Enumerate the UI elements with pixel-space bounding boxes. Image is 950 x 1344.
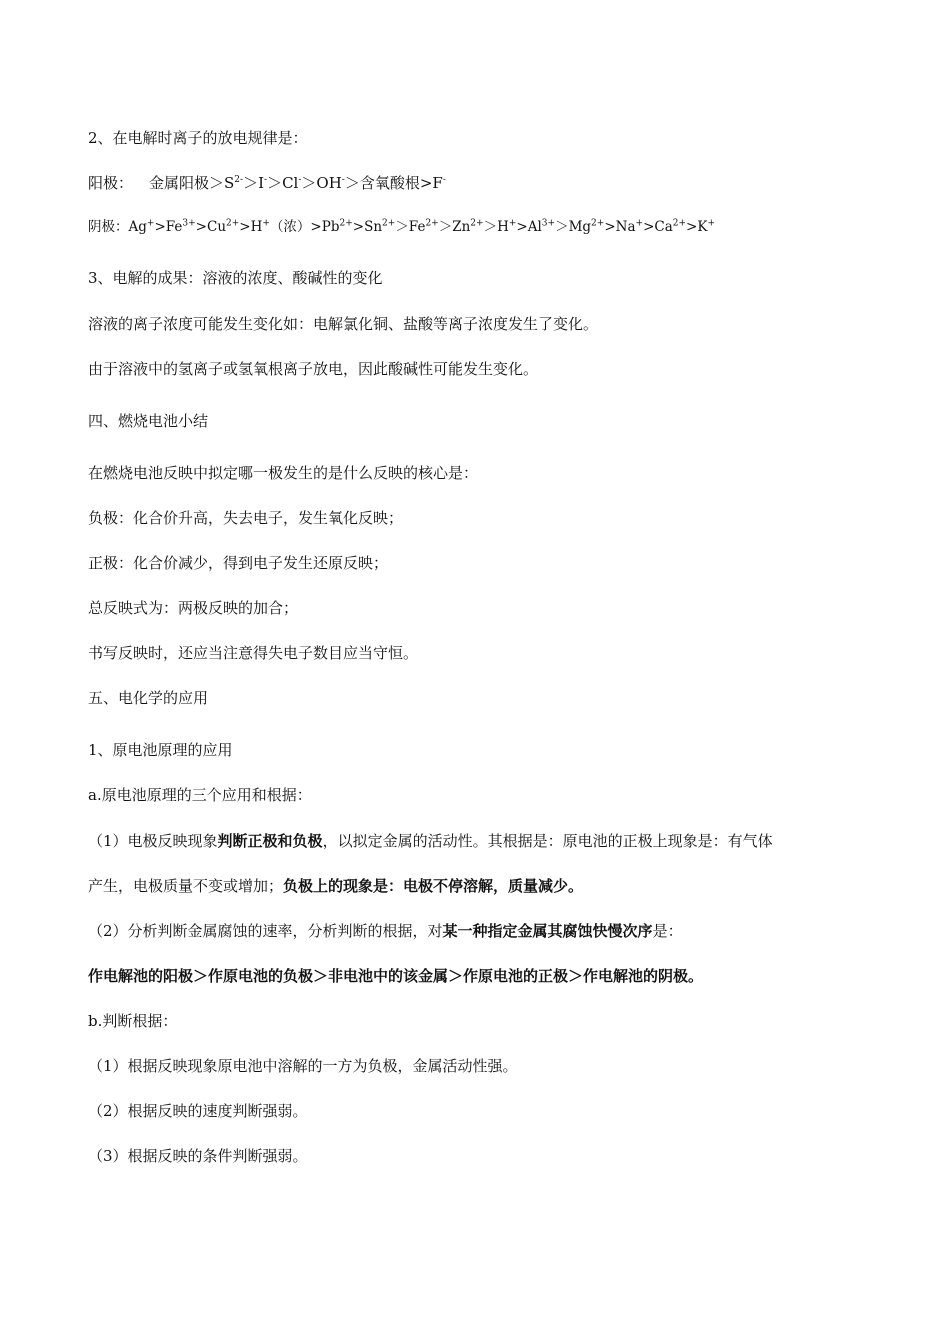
paragraph — [88, 875, 583, 897]
discharge-rule-heading: 2、在电解时离子的放电规律是： — [88, 129, 308, 147]
paragraph: （3）根据反映的条件判断强弱。 — [88, 1147, 308, 1165]
anode-text: 金属阳极＞S — [149, 174, 235, 192]
cathode-text: ＞Zn — [438, 219, 471, 235]
section-heading-applications: 五、电化学的应用 — [88, 689, 209, 707]
superscript: + — [707, 218, 715, 229]
text: 是： — [652, 922, 683, 940]
cathode-text: >Sn — [352, 219, 383, 235]
cathode-text: （浓）>Pb — [269, 219, 340, 235]
cathode-text: >Cu — [195, 219, 227, 235]
anode-text: ＞含氧酸根>F — [344, 174, 443, 192]
cathode-text: ＞Fe — [395, 219, 426, 235]
superscript: 2+ — [339, 218, 353, 229]
paragraph: 由于溶液中的氢离子或氢氧根离子放电，因此酸碱性可能发生变化。 — [88, 360, 539, 378]
superscript: + — [508, 218, 517, 229]
cathode-text: 阴极：Ag — [88, 219, 147, 235]
section-heading-fuel-cell: 四、燃烧电池小结 — [88, 412, 209, 430]
superscript: + — [146, 218, 155, 229]
paragraph — [88, 920, 683, 942]
superscript: 2+ — [425, 218, 439, 229]
bold-paragraph: 作电解池的阳极＞作原电池的负极＞非电池中的该金属＞作原电池的正极＞作电解池的阴极。 — [88, 967, 704, 985]
cathode-text: >Fe — [154, 219, 183, 235]
superscript: 3+ — [182, 218, 196, 229]
anode-label: 阳极： — [88, 174, 134, 192]
superscript: 2+ — [591, 218, 605, 229]
text: （2）分析判断金属腐蚀的速率，分析判断的根据，对 — [88, 922, 443, 940]
superscript: 2+ — [382, 218, 396, 229]
superscript: - — [442, 175, 446, 185]
text: （1）电极反映现象 — [88, 832, 218, 850]
paragraph: b.判断根据： — [88, 1012, 178, 1030]
superscript: 2+ — [470, 218, 484, 229]
bold-text: 负极上的现象是：电极不停溶解，质量减少。 — [283, 877, 584, 895]
text: ，以拟定金属的活动性。其根据是：原电池的正极上现象是：有气体 — [322, 832, 773, 850]
subsection-heading: 1、原电池原理的应用 — [88, 741, 233, 759]
paragraph: a.原电池原理的三个应用和根据： — [88, 786, 312, 804]
superscript: 2- — [234, 175, 244, 185]
paragraph: 溶液的离子浓度可能发生变化如：电解氯化铜、盐酸等离子浓度发生了变化。 — [88, 315, 599, 333]
paragraph — [88, 830, 773, 852]
bold-text: 某一种指定金属其腐蚀快慢次序 — [442, 922, 653, 940]
paragraph: 负极：化合价升高，失去电子，发生氧化反映； — [88, 509, 404, 527]
superscript: - — [341, 175, 345, 185]
paragraph: （1）根据反映现象原电池中溶解的一方为负极，金属活动性强。 — [88, 1057, 518, 1075]
cathode-text: ＞Mg — [555, 219, 592, 235]
paragraph: 正极：化合价减少，得到电子发生还原反映； — [88, 554, 389, 572]
cathode-text: >K — [686, 219, 708, 235]
superscript: + — [635, 218, 644, 229]
paragraph: 书写反映时，还应当注意得失电子数目应当守恒。 — [88, 644, 419, 662]
superscript: 3+ — [541, 218, 556, 229]
paragraph: 总反映式为：两极反映的加合； — [88, 599, 299, 617]
cathode-text: ＞H — [483, 219, 509, 235]
cathode-order — [88, 216, 715, 238]
cathode-text: >H — [239, 219, 263, 235]
electrolysis-result-heading: 3、电解的成果：溶液的浓度、酸碱性的变化 — [88, 269, 383, 287]
superscript: 2+ — [672, 218, 687, 229]
anode-text: ＞OH — [301, 174, 342, 192]
superscript: + — [262, 218, 270, 229]
paragraph: 在燃烧电池反映中拟定哪一极发生的是什么反映的核心是： — [88, 464, 479, 482]
superscript: 2+ — [226, 218, 240, 229]
cathode-text: >Ca — [643, 219, 673, 235]
text: 产生，电极质量不变或增加； — [88, 877, 284, 895]
anode-text: ＞I — [243, 174, 265, 192]
cathode-text: >Al — [516, 219, 542, 235]
superscript: - — [298, 175, 302, 185]
anode-order — [88, 172, 446, 194]
superscript: - — [264, 175, 268, 185]
cathode-text: >Na — [604, 219, 636, 235]
paragraph: （2）根据反映的速度判断强弱。 — [88, 1102, 308, 1120]
bold-text: 判断正极和负极 — [217, 832, 323, 850]
anode-text: ＞Cl — [267, 174, 299, 192]
